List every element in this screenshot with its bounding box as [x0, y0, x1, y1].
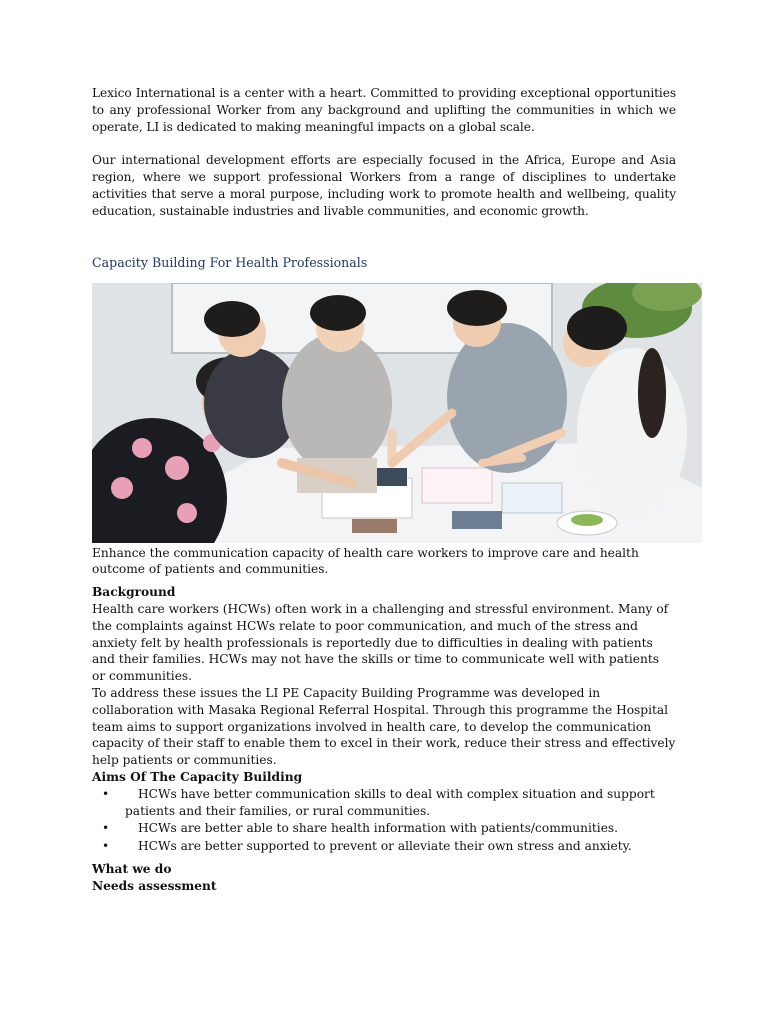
list-item: [92, 820, 676, 837]
bullet-icon: •: [102, 821, 110, 836]
list-item: [92, 786, 676, 820]
bullet-icon: •: [102, 786, 110, 801]
aim-text: HCWs have better communication skills to deal with complex situation and support patients and their families, or rural communities.: [125, 786, 655, 818]
document-page: [92, 85, 676, 895]
section-heading: Capacity Building For Health Professionals: [92, 254, 368, 270]
intro-paragraph-2: Our international development efforts are especially focused in the Africa, Europe and Asia region, where we support professional Workers from a range of disciplines to undertake activities that serve a moral purpose, including work to promote health and wellbeing, quality education, sustainable industries and livable communities, and economic growth.: [92, 153, 676, 218]
list-item: [92, 838, 676, 855]
aim-text: HCWs are better able to share health information with patients/communities.: [138, 821, 619, 836]
background-heading: Background: [92, 585, 176, 600]
bullet-icon: •: [102, 839, 110, 854]
aims-list: [92, 786, 676, 855]
workshop-photo: [92, 283, 702, 543]
aims-heading: Aims Of The Capacity Building: [92, 769, 303, 784]
background-paragraph-2: To address these issues the LI PE Capacity Building Programme was developed in collaboration with Masaka Regional Referral Hospital. Through this programme the Hospital team aims to support organizations involved in health care, to develop the communication capacity of their staff to enable them to excel in their work, reduce their stress and effectively help patients or communities.: [92, 685, 676, 768]
background-paragraph-1: Health care workers (HCWs) often work in a challenging and stressful environment. Many of the complaints against HCWs relate to poor communication, and much of the stress and anxiety felt by health professionals is reportedly due to difficulties in dealing with patients and their families. HCWs may not have the skills or time to communicate well with patients or communities.: [92, 601, 669, 684]
photo-caption: Enhance the communication capacity of health care workers to improve care and health outcome of patients and communities.: [92, 545, 639, 577]
what-we-do-heading: What we do: [92, 861, 172, 876]
aim-text: HCWs are better supported to prevent or alleviate their own stress and anxiety.: [138, 839, 632, 854]
intro-paragraph-1: Lexico International is a center with a heart. Committed to providing exceptional opportunities to any professional Worker from any background and uplifting the communities in which we operate, LI is dedicated to making meaningful impacts on a global scale.: [92, 86, 676, 134]
needs-assessment-heading: Needs assessment: [92, 878, 217, 893]
